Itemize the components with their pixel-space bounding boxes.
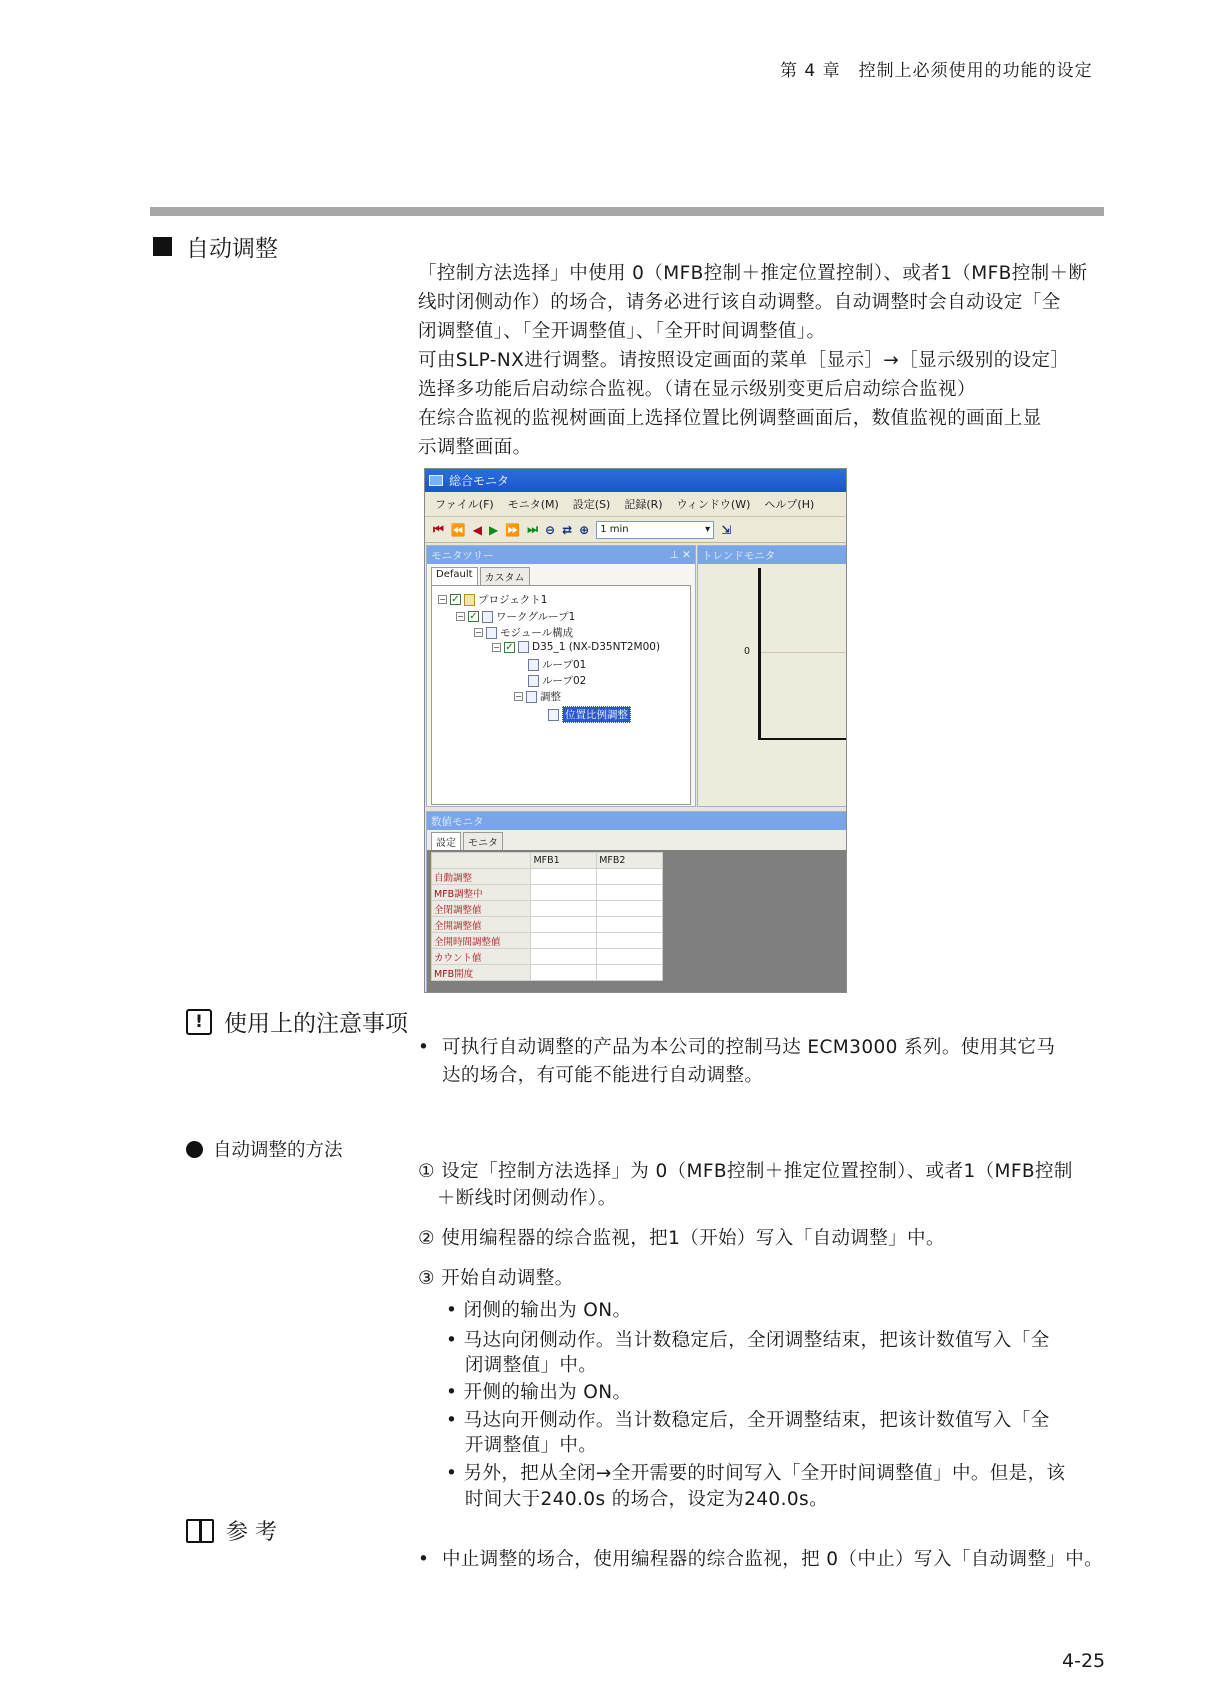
collapse-icon[interactable]: −	[439, 595, 446, 604]
menu-monitor[interactable]: モニタ(M)	[507, 498, 559, 511]
tree-node-module[interactable]	[474, 625, 573, 640]
numeric-grid	[431, 852, 663, 981]
window-title: 総合モニタ	[449, 474, 510, 488]
step-back-icon[interactable]: ◀	[472, 522, 482, 537]
panel-title: トレンドモニタ	[702, 549, 776, 562]
method-title: 自动调整的方法	[213, 1140, 343, 1161]
square-bullet-icon	[153, 237, 172, 256]
tree-node-loop2[interactable]	[528, 673, 586, 688]
intro-line: 可由SLP-NX进行调整。请按照设定画面的菜单［显示］→［显示级别的设定］	[418, 350, 1070, 371]
tree-label: ループ01	[542, 659, 587, 671]
tab-monitor[interactable]: モニタ	[463, 832, 503, 850]
module-icon	[486, 627, 497, 639]
grid-cell[interactable]	[597, 869, 663, 885]
grid-cell[interactable]	[531, 901, 597, 917]
sub-item: 时间大于240.0s 的场合，设定为240.0s。	[446, 1489, 828, 1510]
caution-icon: !	[186, 1009, 212, 1035]
column-header: MFB1	[531, 853, 597, 869]
grid-cell[interactable]	[597, 965, 663, 981]
toolbar	[425, 517, 846, 543]
bullet-marker: •	[418, 1549, 430, 1570]
reference-list	[418, 1546, 1106, 1574]
caution-line: 达的场合，有可能不能进行自动调整。	[442, 1065, 764, 1086]
app-icon	[429, 475, 443, 486]
trend-zero-line	[761, 652, 847, 653]
section-rule	[150, 207, 1104, 216]
monitor-tree	[431, 585, 691, 805]
collapse-icon[interactable]: −	[493, 642, 500, 652]
reference-title: 参 考	[226, 1520, 277, 1545]
grid-corner	[432, 853, 531, 869]
sub-item: 闭调整值」中。	[446, 1355, 598, 1376]
table-row	[432, 917, 663, 933]
grid-cell[interactable]	[597, 933, 663, 949]
table-row	[432, 933, 663, 949]
tree-label-selected: 位置比例調整	[562, 706, 631, 723]
table-row	[432, 885, 663, 901]
trend-monitor-panel	[697, 545, 847, 807]
menu-settings[interactable]: 設定(S)	[572, 498, 611, 511]
checkbox-icon[interactable]: ✓	[469, 611, 478, 622]
caution-heading	[186, 1005, 408, 1038]
tree-label: モジュール構成	[500, 627, 574, 639]
tree-label: 調整	[540, 691, 561, 703]
grid-cell[interactable]	[531, 965, 597, 981]
grid-cell[interactable]	[531, 933, 597, 949]
zoom-in-icon[interactable]: ⊕	[579, 522, 590, 537]
play-icon[interactable]: ▶	[489, 522, 499, 537]
zoom-out-icon[interactable]: ⊖	[545, 522, 556, 537]
sub-item: • 马达向闭侧动作。当计数稳定后，全闭调整结束，把该计数值写入「全	[446, 1330, 1050, 1351]
running-header: 第 4 章 控制上必须使用的功能的设定	[780, 61, 1093, 81]
intro-paragraph	[418, 259, 1106, 462]
tree-node-position-adjust[interactable]	[548, 706, 631, 723]
sub-item: • 开侧的输出为 ON。	[446, 1382, 632, 1403]
tree-label: ループ02	[542, 675, 587, 687]
table-row	[432, 949, 663, 965]
grid-cell[interactable]	[531, 917, 597, 933]
intro-line: 闭调整值」、「全开调整值」、「全开时间调整值」。	[418, 321, 826, 342]
row-header: MFB開度	[432, 965, 531, 981]
pin-icon[interactable]: ⇲	[721, 522, 732, 537]
panel-titlebar	[427, 546, 695, 564]
sub-item: 开调整值」中。	[446, 1435, 598, 1456]
intro-line: 选择多功能后启动综合监视。（请在显示级别变更后启动综合监视）	[418, 379, 976, 400]
checkbox-icon[interactable]: ✓	[451, 594, 460, 605]
tree-node-project[interactable]	[438, 592, 547, 607]
monitor-tree-panel	[426, 545, 696, 807]
device-icon	[518, 641, 529, 653]
document-icon	[548, 709, 559, 721]
panel-title: モニタツリー	[431, 549, 494, 562]
table-row	[432, 869, 663, 885]
reference-line: 中止调整的场合，使用编程器的综合监视，把 0（中止）写入「自动调整」中。	[442, 1549, 1104, 1570]
tab-custom[interactable]: カスタム	[480, 567, 530, 585]
row-header: MFB調整中	[432, 885, 531, 901]
panel-titlebar	[427, 812, 846, 830]
document-icon	[528, 659, 539, 671]
tree-label: D35_1 (NX-D35NT2M00)	[532, 641, 661, 653]
column-header: MFB2	[597, 853, 663, 869]
trend-x-axis	[758, 738, 847, 740]
window-titlebar	[425, 469, 846, 492]
caution-list	[418, 1034, 1106, 1090]
menu-window[interactable]: ウィンドウ(W)	[676, 498, 751, 511]
section-title: 自动调整	[186, 236, 278, 262]
step-2: ② 使用编程器的综合监视，把1（开始）写入「自动调整」中。	[418, 1228, 945, 1249]
panel-title: 数値モニタ	[431, 815, 484, 828]
tab-settings[interactable]: 設定	[431, 832, 461, 850]
intro-line: 在综合监视的监视树画面上选择位置比例调整画面后，数值监视的画面上显	[418, 408, 1042, 429]
menu-record[interactable]: 記録(R)	[624, 498, 663, 511]
intro-line: 「控制方法选择」中使用 0（MFB控制＋推定位置控制）、或者1（MFB控制＋断	[418, 263, 1088, 284]
sub-item: • 马达向开侧动作。当计数稳定后，全开调整结束，把该计数值写入「全	[446, 1410, 1050, 1431]
section-heading	[153, 230, 278, 263]
grid-cell[interactable]	[531, 949, 597, 965]
last-icon[interactable]: ⏭	[527, 522, 538, 536]
book-icon	[186, 1519, 214, 1543]
tree-node-adjust[interactable]	[514, 689, 561, 704]
grid-cell[interactable]	[597, 901, 663, 917]
row-header: 自動調整	[432, 869, 531, 885]
step-line: ① 设定「控制方法选择」为 0（MFB控制＋推定位置控制）、或者1（MFB控制	[418, 1161, 1073, 1182]
numeric-monitor-panel	[426, 811, 847, 993]
grid-cell[interactable]	[531, 869, 597, 885]
sub-item: • 另外，把从全闭→全开需要的时间写入「全开时间调整值」中。但是，该	[446, 1463, 1066, 1484]
step-1	[418, 1158, 1073, 1212]
intro-line: 示调整画面。	[418, 437, 532, 458]
reference-heading	[186, 1515, 277, 1546]
document-icon	[526, 691, 537, 703]
caution-line: 可执行自动调整的产品为本公司的控制马达 ECM3000 系列。使用其它马	[442, 1037, 1056, 1058]
workgroup-icon	[482, 611, 493, 623]
table-row	[432, 965, 663, 981]
tree-node-workgroup[interactable]	[456, 609, 575, 624]
menu-file[interactable]: ファイル(F)	[435, 498, 494, 511]
swap-icon[interactable]: ⇄	[562, 522, 573, 537]
row-header: カウント値	[432, 949, 531, 965]
menu-help[interactable]: ヘルプ(H)	[764, 498, 815, 511]
list-item	[418, 1034, 1106, 1090]
method-heading	[186, 1136, 343, 1162]
grid-cell[interactable]	[597, 917, 663, 933]
step-3: ③ 开始自动调整。	[418, 1268, 574, 1289]
grid-cell[interactable]	[597, 949, 663, 965]
tab-default[interactable]: Default	[431, 567, 478, 585]
grid-header-row	[432, 853, 663, 869]
page-number: 4-25	[1062, 1650, 1106, 1672]
intro-line: 线时闭侧动作）的场合，请务必进行该自动调整。自动调整时会自动设定「全	[418, 292, 1061, 313]
tree-tabs	[427, 564, 695, 585]
chevron-down-icon: ▾	[705, 524, 711, 535]
tree-label: ワークグループ1	[496, 611, 576, 623]
row-header: 全閉調整値	[432, 901, 531, 917]
list-item	[418, 1546, 1106, 1574]
row-header: 全開時間調整値	[432, 933, 531, 949]
circle-bullet-icon	[186, 1141, 203, 1158]
bullet-marker: •	[418, 1037, 430, 1058]
panel-titlebar	[698, 546, 846, 564]
row-header: 全開調整値	[432, 917, 531, 933]
menu-bar	[425, 492, 846, 517]
tree-node-loop1[interactable]	[528, 657, 586, 672]
collapse-icon[interactable]: −	[457, 612, 464, 621]
table-row	[432, 901, 663, 917]
step-line: ＋断线时闭侧动作）。	[418, 1188, 617, 1209]
grid-cell[interactable]	[597, 885, 663, 901]
collapse-icon[interactable]: −	[475, 628, 482, 637]
interval-select[interactable]	[596, 521, 714, 539]
integrated-monitor-window	[424, 468, 847, 993]
numeric-tabs	[427, 830, 846, 850]
tree-node-device[interactable]	[492, 641, 660, 653]
rewind-icon[interactable]: ⏪	[450, 522, 466, 537]
first-icon[interactable]: ⏮	[433, 522, 444, 536]
checkbox-icon[interactable]: ✓	[505, 641, 514, 653]
close-icon[interactable]: ⊥ ✕	[669, 549, 691, 561]
fast-forward-icon[interactable]: ⏩	[505, 522, 521, 537]
tree-label: プロジェクト1	[478, 594, 548, 606]
sub-item: • 闭侧的输出为 ON。	[446, 1300, 632, 1321]
caution-title: 使用上的注意事项	[224, 1011, 408, 1037]
interval-value: 1 min	[600, 524, 629, 535]
collapse-icon[interactable]: −	[515, 692, 522, 701]
document-icon	[528, 675, 539, 687]
trend-y-axis	[758, 568, 761, 740]
grid-cell[interactable]	[531, 885, 597, 901]
project-icon	[464, 594, 475, 606]
trend-zero-label: 0	[744, 646, 751, 657]
